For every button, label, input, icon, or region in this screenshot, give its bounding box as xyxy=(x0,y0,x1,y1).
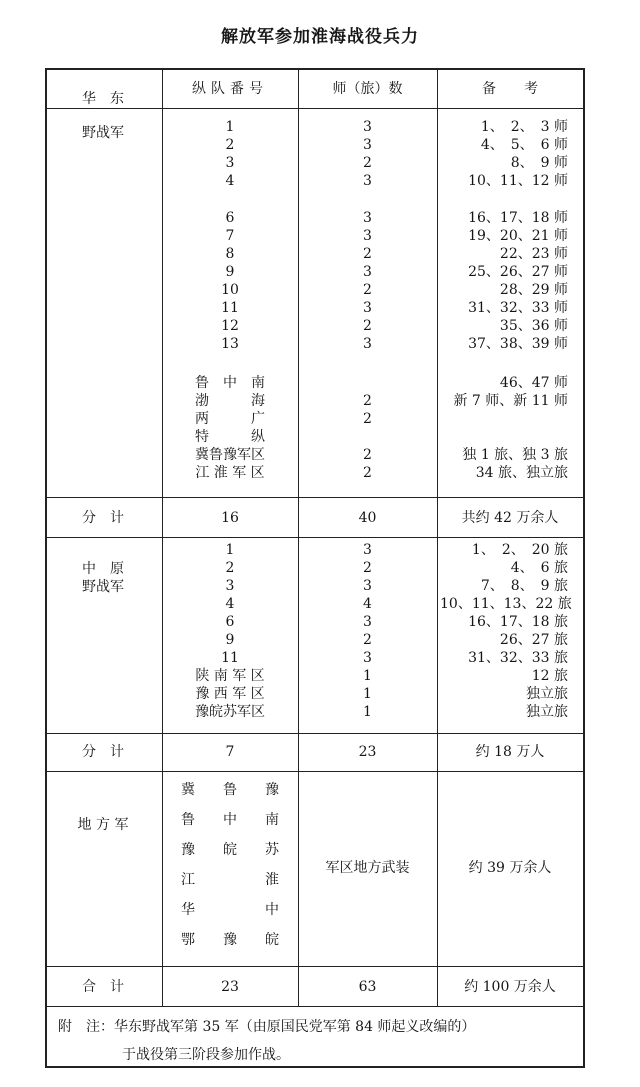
east-row-unit: 12 xyxy=(221,318,239,334)
east-row-unit: 7 xyxy=(225,228,235,244)
central-subtotal-label: 分 计 xyxy=(82,744,124,760)
east-row-note: 31、32、33 师 xyxy=(468,300,568,316)
east-army-label: 华 东 xyxy=(82,91,124,107)
central-army-label-2: 野战军 xyxy=(82,579,124,595)
east-subtotal-note: 共约 42 万余人 xyxy=(461,510,559,526)
east-row-note: 25、26、27 师 xyxy=(468,264,568,280)
central-army-label: 中 原 xyxy=(82,561,124,577)
page-title: 解放军参加淮海战役兵力 xyxy=(221,27,419,47)
east-row-count: 2 xyxy=(363,155,372,171)
east-row-note: 35、36 师 xyxy=(499,318,568,334)
east-row-unit: 特 纵 xyxy=(195,429,265,445)
east-row-count: 2 xyxy=(363,318,372,334)
east-row-note: 28、29 师 xyxy=(499,282,568,298)
east-row-unit: 两 广 xyxy=(195,411,265,427)
column-divider xyxy=(298,68,299,1006)
east-row-count: 2 xyxy=(363,411,372,427)
east-row-count: 3 xyxy=(363,300,372,316)
east-row-unit: 4 xyxy=(225,173,235,189)
east-row-count: 3 xyxy=(363,137,372,153)
row-divider xyxy=(45,537,585,538)
central-row-note: 独立旅 xyxy=(526,686,568,702)
local-region: 冀 鲁 豫 xyxy=(181,782,279,798)
east-row-note: 16、17、18 师 xyxy=(468,210,568,226)
central-row-count: 3 xyxy=(363,542,372,558)
central-row-count: 3 xyxy=(363,614,372,630)
local-note: 约 39 万余人 xyxy=(468,860,552,876)
east-subtotal-units: 16 xyxy=(221,510,239,526)
east-row-note: 34 旅、独立旅 xyxy=(475,465,568,481)
central-subtotal-units: 7 xyxy=(225,744,235,760)
east-row-note: 19、20、21 师 xyxy=(468,228,568,244)
row-divider xyxy=(45,966,585,967)
row-divider xyxy=(45,1006,585,1007)
total-note: 约 100 万余人 xyxy=(464,979,556,995)
central-row-note: 独立旅 xyxy=(526,704,568,720)
central-row-unit: 豫 西 军 区 xyxy=(195,686,265,702)
east-army-label-2: 野战军 xyxy=(82,125,124,141)
central-row-count: 3 xyxy=(363,578,372,594)
column-divider xyxy=(437,68,438,1006)
east-row-count: 2 xyxy=(363,447,372,463)
central-row-note: 26、27 旅 xyxy=(499,632,568,648)
central-row-unit: 4 xyxy=(225,596,235,612)
central-row-note: 7、 8、 9 旅 xyxy=(480,578,568,594)
east-row-count: 3 xyxy=(363,173,372,189)
east-row-unit: 3 xyxy=(225,155,235,171)
east-row-count: 3 xyxy=(363,228,372,244)
central-row-note: 31、32、33 旅 xyxy=(468,650,568,666)
central-row-unit: 1 xyxy=(225,542,235,558)
east-row-note: 22、23 师 xyxy=(499,246,568,262)
east-row-count: 2 xyxy=(363,246,372,262)
local-region: 豫 皖 苏 xyxy=(181,842,279,858)
central-row-note: 12 旅 xyxy=(531,668,568,684)
east-row-note: 独 1 旅、独 3 旅 xyxy=(462,447,568,463)
east-row-note: 新 7 师、新 11 师 xyxy=(453,393,568,409)
local-count: 军区地方武装 xyxy=(325,860,410,876)
central-row-count: 2 xyxy=(363,560,372,576)
row-divider xyxy=(45,108,585,109)
header-note: 备 考 xyxy=(482,81,538,97)
row-divider xyxy=(45,497,585,498)
east-row-unit: 13 xyxy=(221,336,239,352)
east-row-unit: 2 xyxy=(225,137,235,153)
central-row-note: 1、 2、 20 旅 xyxy=(471,542,568,558)
row-divider xyxy=(45,771,585,772)
east-row-count: 3 xyxy=(363,336,372,352)
east-row-note: 46、47 师 xyxy=(499,375,568,391)
central-row-count: 1 xyxy=(363,704,372,720)
central-row-unit: 豫皖苏军区 xyxy=(195,704,265,720)
row-divider xyxy=(45,733,585,734)
east-row-count: 2 xyxy=(363,393,372,409)
east-row-unit: 9 xyxy=(225,264,235,280)
column-divider xyxy=(162,68,163,1006)
central-row-count: 4 xyxy=(363,596,372,612)
east-row-note: 4、 5、 6 师 xyxy=(480,137,568,153)
east-subtotal-label: 分 计 xyxy=(82,510,124,526)
footnote-line-2: 于战役第三阶段参加作战。 xyxy=(122,1047,290,1063)
central-row-note: 4、 6 旅 xyxy=(510,560,568,576)
central-row-unit: 11 xyxy=(221,650,239,666)
east-row-count: 3 xyxy=(363,119,372,135)
east-row-note: 37、38、39 师 xyxy=(468,336,568,352)
east-row-count: 3 xyxy=(363,210,372,226)
central-row-count: 3 xyxy=(363,650,372,666)
central-subtotal-note: 约 18 万人 xyxy=(475,744,545,760)
east-subtotal-count: 40 xyxy=(358,510,377,526)
east-row-unit: 6 xyxy=(225,210,235,226)
east-row-unit: 渤 海 xyxy=(195,393,265,409)
east-row-unit: 江 淮 军 区 xyxy=(195,465,265,481)
east-row-unit: 11 xyxy=(221,300,239,316)
central-row-count: 1 xyxy=(363,668,372,684)
east-row-unit: 1 xyxy=(225,119,235,135)
central-row-unit: 9 xyxy=(225,632,235,648)
east-row-unit: 8 xyxy=(225,246,235,262)
total-count: 63 xyxy=(358,979,377,995)
header-count: 师（旅）数 xyxy=(332,81,403,97)
east-row-note: 8、 9 师 xyxy=(510,155,568,171)
east-row-note: 10、11、12 师 xyxy=(468,173,568,189)
total-units: 23 xyxy=(221,979,239,995)
east-row-count: 2 xyxy=(363,465,372,481)
east-row-count: 3 xyxy=(363,264,372,280)
header-unit: 纵队番号 xyxy=(192,81,268,97)
local-region: 鲁 中 南 xyxy=(181,812,279,828)
east-row-unit: 冀鲁豫军区 xyxy=(195,447,265,463)
central-row-unit: 陕 南 军 区 xyxy=(195,668,265,684)
local-army-label: 地 方 军 xyxy=(77,817,129,833)
central-row-unit: 2 xyxy=(225,560,235,576)
central-row-unit: 3 xyxy=(225,578,235,594)
total-label: 合 计 xyxy=(82,979,124,995)
east-row-unit: 鲁 中 南 xyxy=(195,375,265,391)
local-region: 华 中 xyxy=(181,902,279,918)
central-row-count: 2 xyxy=(363,632,372,648)
east-row-count: 2 xyxy=(363,282,372,298)
central-row-note: 16、17、18 旅 xyxy=(468,614,568,630)
central-row-note: 10、11、13、22 旅 xyxy=(440,596,572,612)
east-row-unit: 10 xyxy=(221,282,239,298)
central-row-unit: 6 xyxy=(225,614,235,630)
local-region: 鄂 豫 皖 xyxy=(181,932,279,948)
east-row-note: 1、 2、 3 师 xyxy=(480,119,568,135)
central-row-count: 1 xyxy=(363,686,372,702)
central-subtotal-count: 23 xyxy=(358,744,377,760)
footnote-line-1: 附 注：华东野战军第 35 军（由原国民党军第 84 师起义改编的） xyxy=(58,1019,476,1035)
local-region: 江 淮 xyxy=(181,872,279,888)
